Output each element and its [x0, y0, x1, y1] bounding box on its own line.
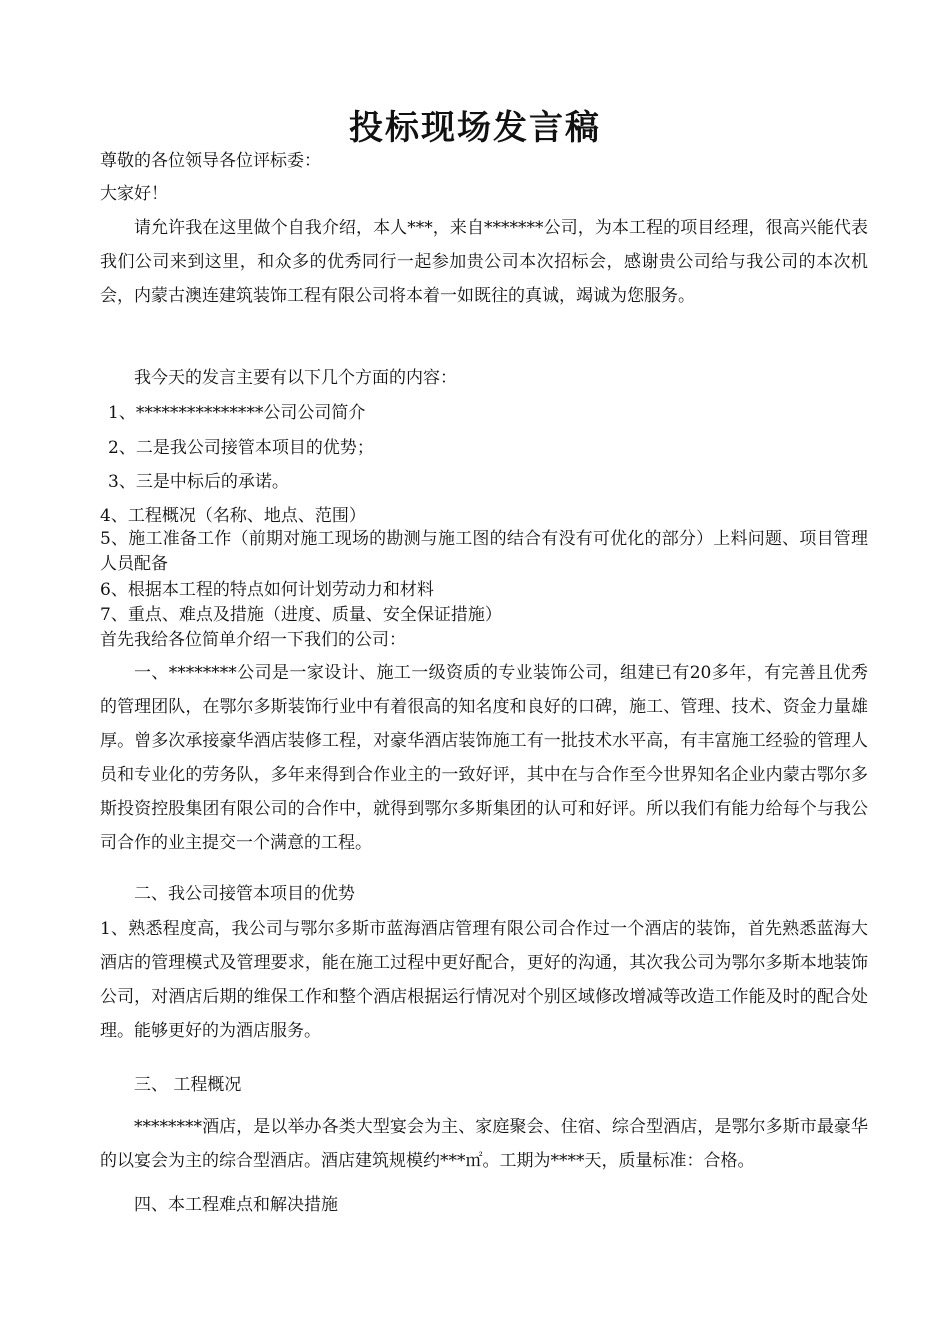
- section-2-heading: 二、我公司接管本项目的优势: [134, 884, 355, 904]
- section-1-paragraph: 一、********公司是一家设计、施工一级资质的专业装饰公司，组建已有20多年，有完善且优秀的管理团队，在鄂尔多斯装饰行业中有着很高的知名度和良好的口碑，施工、管理、技术、资金力量雄厚。曾多次承接豪华酒店装修工程，对豪华酒店装饰施工有一批技术水平高，有丰富施工经验的管理人员和专业化的劳务队，多年来得到合作业主的一致好评，其中在与合作至今世界知名企业内蒙古鄂尔多斯投资控股集团有限公司的合作中，就得到鄂尔多斯集团的认可和好评。所以我们有能力给每个与我公司合作的业主提交一个满意的工程。: [100, 663, 868, 853]
- company-intro-lead: 首先我给各位简单介绍一下我们的公司：: [100, 630, 406, 650]
- section-3-paragraph: ********酒店，是以举办各类大型宴会为主、家庭聚会、住宿、综合型酒店，是鄂尔多斯市最豪华的以宴会为主的综合型酒店。酒店建筑规模约***㎡。工期为****天，质量标准：合格。: [100, 1117, 868, 1171]
- intro-paragraph: 请允许我在这里做个自我介绍，本人***，来自*******公司，为本工程的项目经理，很高兴能代表我们公司来到这里，和众多的优秀同行一起参加贵公司本次招标会，感谢贵公司给与我公司的本次机会，内蒙古澳连建筑装饰工程有限公司将本着一如既往的真诚，竭诚为您服务。: [100, 218, 868, 306]
- list-item-6: 6、根据本工程的特点如何计划劳动力和材料: [100, 580, 434, 600]
- document-title: 投标现场发言稿: [349, 108, 601, 148]
- list-item-5: 5、施工准备工作（前期对施工现场的勘测与施工图的结合有没有可优化的部分）上料问题、项目管理人员配备: [100, 529, 868, 574]
- list-item-7: 7、重点、难点及措施（进度、质量、安全保证措施）: [100, 605, 502, 625]
- section-3-heading: 三、 工程概况: [134, 1075, 242, 1095]
- list-item-4: 4、工程概况（名称、地点、范围）: [100, 506, 366, 526]
- outline-item-3: 3、三是中标后的承诺。: [108, 472, 289, 492]
- section-2-paragraph: 1、熟悉程度高，我公司与鄂尔多斯市蓝海酒店管理有限公司合作过一个酒店的装饰，首先熟悉蓝海大酒店的管理模式及管理要求，能在施工过程中更好配合，更好的沟通，其次我公司为鄂尔多斯本地装饰公司，对酒店后期的维保工作和整个酒店根据运行情况对个别区域修改增减等改造工作能及时的配合处理。能够更好的为酒店服务。: [100, 919, 868, 1041]
- greeting: 大家好！: [100, 184, 168, 204]
- section-4-heading: 四、本工程难点和解决措施: [134, 1195, 338, 1215]
- salutation: 尊敬的各位领导各位评标委：: [100, 151, 321, 171]
- today-topics-line: 我今天的发言主要有以下几个方面的内容：: [134, 368, 457, 388]
- outline-item-2: 2、二是我公司接管本项目的优势；: [108, 438, 374, 458]
- outline-item-1: 1、***************公司公司简介: [108, 403, 366, 423]
